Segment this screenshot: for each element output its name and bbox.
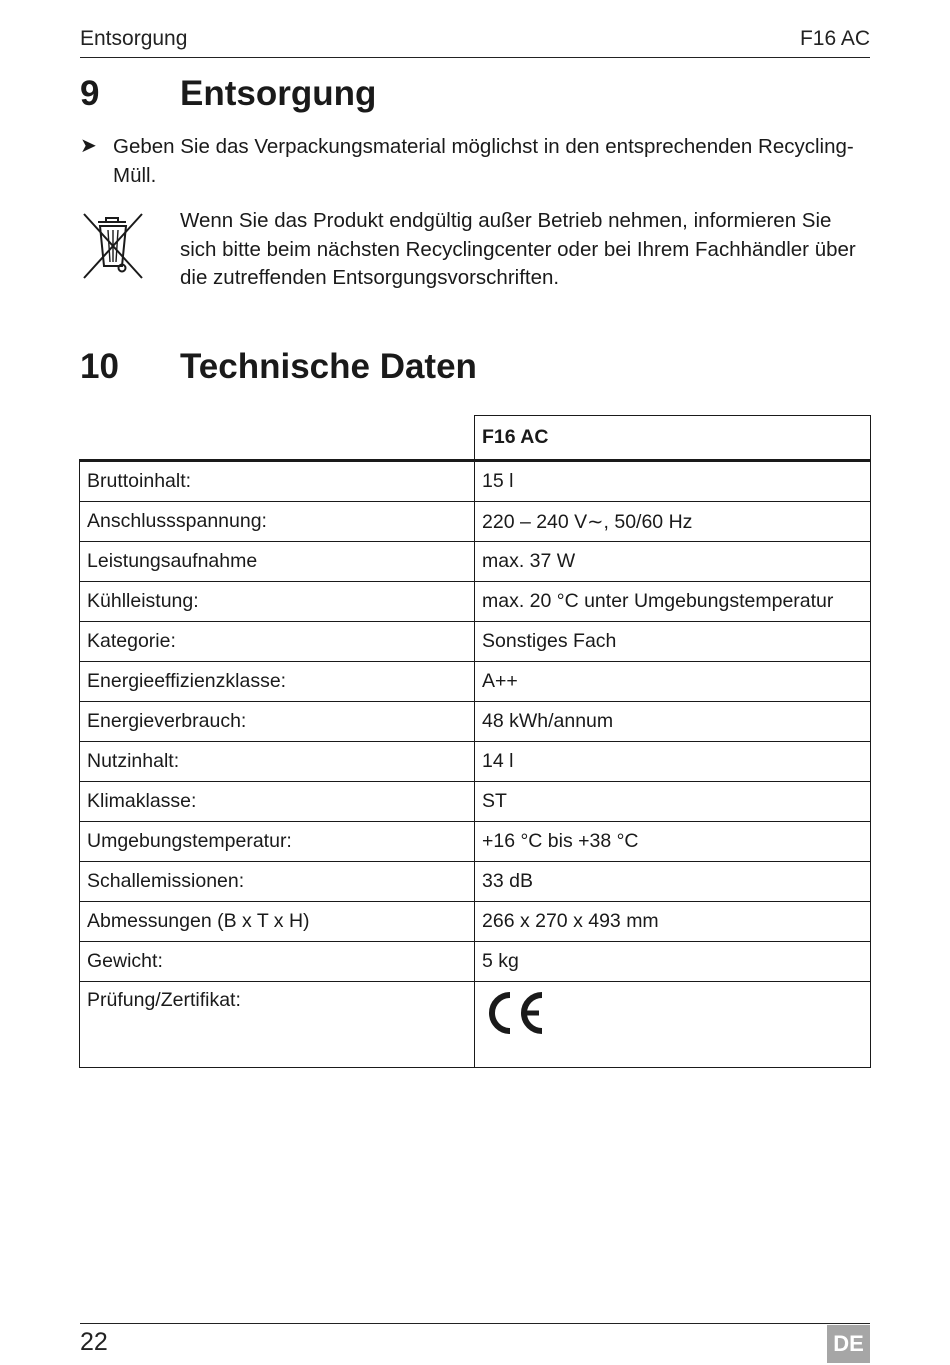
table-cell-value: 15 l <box>475 461 871 502</box>
table-cell-label: Klimaklasse: <box>80 782 475 822</box>
running-header-section: Entsorgung <box>80 27 188 50</box>
section-title: Technische Daten <box>180 347 477 386</box>
table-cell-value: ST <box>475 782 871 822</box>
table-row <box>80 502 871 542</box>
table-cell-value: 33 dB <box>475 862 871 902</box>
instruction-text: Geben Sie das Verpackungsmaterial möglichst in den entsprechenden Recycling-Müll. <box>113 135 854 187</box>
table-row <box>80 782 871 822</box>
language-badge: DE <box>827 1325 870 1363</box>
table-cell-value <box>475 982 871 1068</box>
table-cell-label: Umgebungstemperatur: <box>80 822 475 862</box>
table-header-row <box>80 416 871 461</box>
section-number: 9 <box>80 74 100 113</box>
table-row <box>80 662 871 702</box>
table-row <box>80 942 871 982</box>
table-cell-value: A++ <box>475 662 871 702</box>
table-header-empty <box>80 416 475 461</box>
table-row <box>80 902 871 942</box>
table-cell-label: Bruttoinhalt: <box>80 461 475 502</box>
ce-mark-icon <box>482 1020 548 1042</box>
page-number: 22 <box>80 1328 108 1356</box>
arrow-bullet-icon: ➤ <box>80 135 97 157</box>
header-divider <box>80 57 870 58</box>
table-body <box>80 461 871 982</box>
section-number: 10 <box>80 347 119 386</box>
table-header-model: F16 AC <box>475 416 871 461</box>
table-cell-value: Sonstiges Fach <box>475 622 871 662</box>
table-cell-label: Leistungsaufnahme <box>80 542 475 582</box>
table-row <box>80 822 871 862</box>
table-cell-value: max. 37 W <box>475 542 871 582</box>
table-cell-value: 14 l <box>475 742 871 782</box>
table-row <box>80 862 871 902</box>
table-row <box>80 461 871 502</box>
table-cell-label: Nutzinhalt: <box>80 742 475 782</box>
table-cell-label: Abmessungen (B x T x H) <box>80 902 475 942</box>
table-row <box>80 742 871 782</box>
table-row-certificate <box>80 982 871 1068</box>
disposal-note: Wenn Sie das Produkt endgültig außer Betrieb nehmen, informieren Sie sich bitte beim nächsten Recyclingcenter oder bei Ihrem Fachhändler über die zutreffenden Entsorgungsvorschriften. <box>180 209 856 289</box>
running-header-model: F16 AC <box>799 27 870 50</box>
table-cell-label: Anschlussspannung: <box>80 502 475 542</box>
table-row <box>80 582 871 622</box>
table-cell-label: Gewicht: <box>80 942 475 982</box>
table-cell-label: Kühlleistung: <box>80 582 475 622</box>
table-row <box>80 702 871 742</box>
table-cell-label: Kategorie: <box>80 622 475 662</box>
footer-divider <box>80 1323 870 1324</box>
table-cell-value: 48 kWh/annum <box>475 702 871 742</box>
table-cell-label: Energieeffizienzklasse: <box>80 662 475 702</box>
table-cell-label: Prüfung/Zertifikat: <box>80 982 475 1068</box>
table-row <box>80 542 871 582</box>
table-cell-value: +16 °C bis +38 °C <box>475 822 871 862</box>
table-cell-value: 266 x 270 x 493 mm <box>475 902 871 942</box>
table-cell-label: Energieverbrauch: <box>80 702 475 742</box>
crossed-out-wheelie-bin-icon <box>80 210 146 282</box>
table-cell-label: Schallemissionen: <box>80 862 475 902</box>
technical-data-table <box>79 415 871 1068</box>
section-title: Entsorgung <box>180 74 377 113</box>
table-row <box>80 622 871 662</box>
table-cell-value: 220 – 240 V∼, 50/60 Hz <box>475 502 871 542</box>
table-cell-value: 5 kg <box>475 942 871 982</box>
table-cell-value: max. 20 °C unter Umgebungstemperatur <box>475 582 871 622</box>
